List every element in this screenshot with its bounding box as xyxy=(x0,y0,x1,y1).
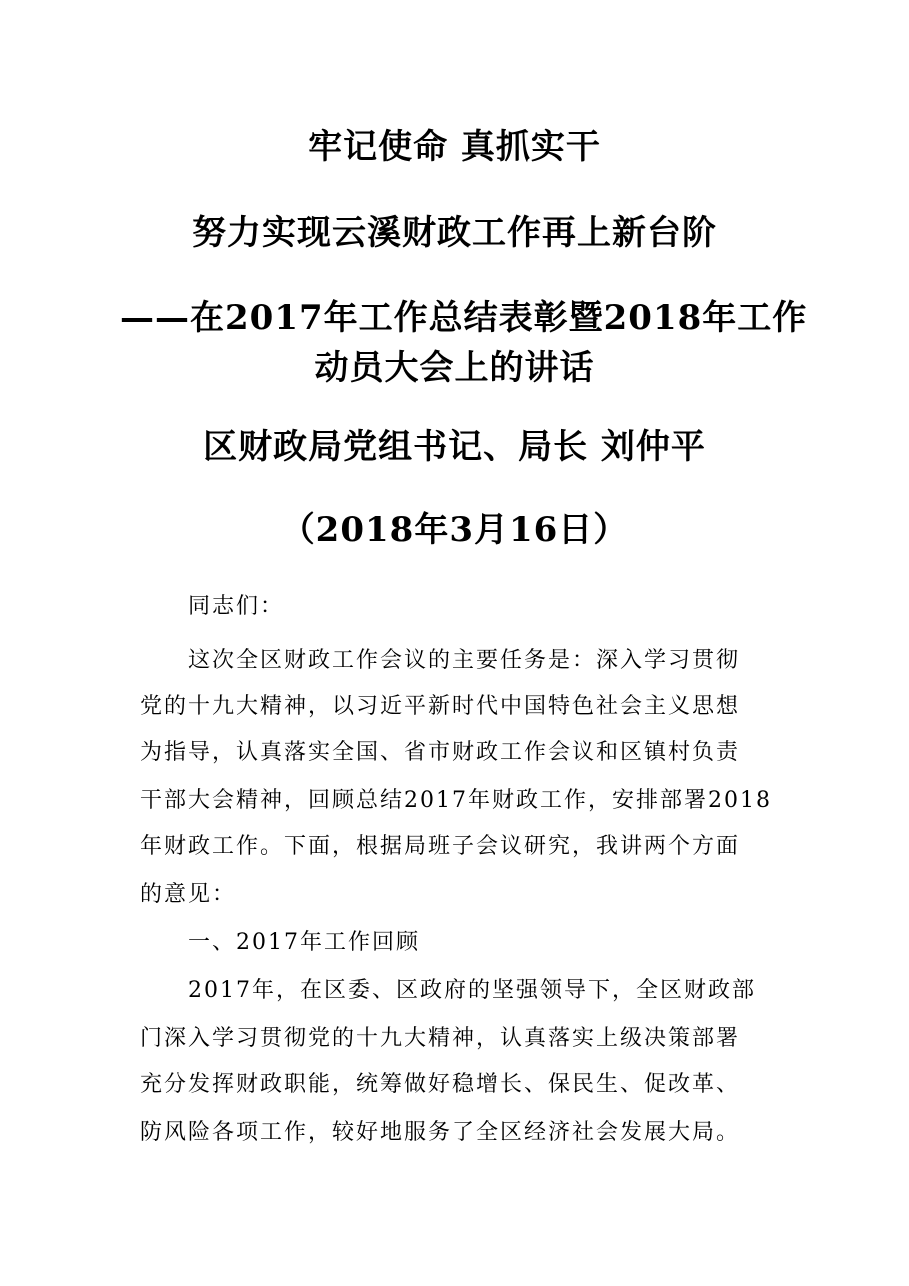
paragraph-1-line: 这次全区财政工作会议的主要任务是：深入学习贯彻 xyxy=(188,648,741,673)
paragraph-1-line: 年财政工作。下面，根据局班子会议研究，我讲两个方面 xyxy=(140,834,741,859)
date-line: （2018年3月16日） xyxy=(280,510,629,550)
paragraph-2-line: 2017年，在区委、区政府的坚强领导下，全区财政部 xyxy=(188,978,756,1003)
section-heading-1: 一、2017年工作回顾 xyxy=(188,930,420,955)
paragraph-1-line: 党的十九大精神，以习近平新时代中国特色社会主义思想 xyxy=(140,694,741,719)
paragraph-2-line: 防风险各项工作，较好地服务了全区经济社会发展大局。 xyxy=(140,1120,741,1145)
speaker-line: 区财政局党组书记、局长 刘仲平 xyxy=(203,427,706,467)
paragraph-2-line: 门深入学习贯彻党的十九大精神，认真落实上级决策部署 xyxy=(140,1026,741,1051)
subtitle-line-2: 动员大会上的讲话 xyxy=(314,348,595,388)
paragraph-2-line: 充分发挥财政职能，统筹做好稳增长、保民生、促改革、 xyxy=(140,1072,741,1097)
subtitle-line-1: ——在2017年工作总结表彰暨2018年工作 xyxy=(120,298,808,338)
salutation: 同志们： xyxy=(188,594,285,619)
paragraph-1-line: 为指导，认真落实全国、省市财政工作会议和区镇村负责 xyxy=(140,740,741,765)
paragraph-1-line: 干部大会精神，回顾总结2017年财政工作，安排部署2018 xyxy=(140,788,772,813)
paragraph-1-line: 的意见： xyxy=(140,882,237,907)
title-line-2: 努力实现云溪财政工作再上新台阶 xyxy=(192,213,717,253)
title-line-1: 牢记使命 真抓实干 xyxy=(308,127,601,167)
